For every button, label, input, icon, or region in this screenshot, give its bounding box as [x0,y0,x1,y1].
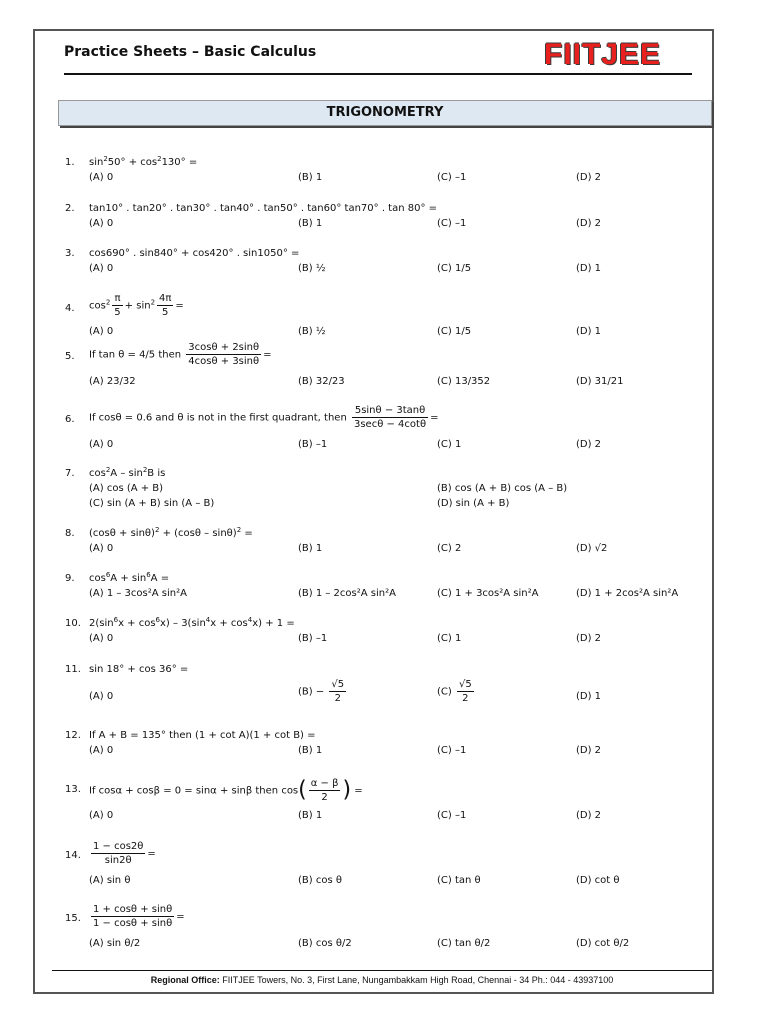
question-15: 15. $\frac{1 + \cos\theta + \sin\theta}{1 - \cos\theta + \sin\theta}$ = (A) sin θ/2 (B) cos θ/2 (C) tan θ/2 (D) cot θ/2 [65,904,630,949]
question-stem: sin 18° + cos 36° = [89,664,189,675]
question-stem: $\sin^250^\circ + \cos^2130^\circ$ = [89,155,198,168]
question-13: 13. If cosα + cosβ = 0 = sinα + sinβ then cos( $\frac{\alpha - \beta}{2}$ ) = (A) 0 (B) 1 (C) –1 (D) 2 [65,777,602,821]
question-stem: If tan θ = 4/5 then $\frac{3\cos\theta + 2\sin\theta}{4\cos\theta + 3\sin\theta}$ = [89,342,272,367]
header-rule [64,73,692,75]
fiitjee-logo: FIITJEE [544,38,662,71]
question-stem: If cosα + cosβ = 0 = sinα + sinβ then cos( $\frac{\alpha - \beta}{2}$ ) = [89,777,363,803]
question-stem: $\frac{1 + \cos\theta + \sin\theta}{1 - \cos\theta + \sin\theta}$ = [93,904,185,929]
question-8: 8. $(\cos\theta + \sin\theta)^2 + (\cos\theta - \sin\theta)^2$ = (A) 0 (B) 1 (C) 2 (D) √2 [65,526,608,554]
question-10: 10. $2(\sin^6x + \cos^6x) - 3(\sin^4x + \cos^4x) + 1$ = (A) 0 (B) –1 (C) 1 (D) 2 [65,616,602,644]
question-stem: $2(\sin^6x + \cos^6x) - 3(\sin^4x + \cos^4x) + 1$ = [89,616,295,629]
sheet-title: Practice Sheets – Basic Calculus [64,44,317,60]
question-1: 1. $\sin^250^\circ + \cos^2130^\circ$ = (A) 0 (B) 1 (C) –1 (D) 2 [65,155,602,183]
footer-rule [52,970,712,971]
question-stem: tan10° . tan20° . tan30° . tan40° . tan50° . tan60° tan70° . tan 80° = [89,203,438,214]
question-4: 4. $\cos^2$ $\frac{\pi}{5}$ + $\sin^2$ $\frac{4\pi}{5}$ = (A) 0 (B) ½ (C) 1/5 (D) 1 [65,293,602,337]
question-14: 14. $\frac{1 - \cos 2\theta}{\sin 2\theta}$ = (A) sin θ (B) cos θ (C) tan θ (D) cot θ [65,841,620,886]
section-banner: TRIGONOMETRY [58,100,712,126]
question-stem: $\frac{1 - \cos 2\theta}{\sin 2\theta}$ = [93,841,156,866]
question-3: 3. cos690° . sin840° + cos420° . sin1050° = (A) 0 (B) ½ (C) 1/5 (D) 1 [65,248,602,274]
question-5: 5. If tan θ = 4/5 then $\frac{3\cos\theta + 2\sin\theta}{4\cos\theta + 3\sin\theta}$ = (A) 23/32 (B) 32/23 (C) 13/352 (D) 31/21 [65,342,624,387]
question-stem: $(\cos\theta + \sin\theta)^2 + (\cos\theta - \sin\theta)^2$ = [89,526,253,539]
question-6: 6. If cosθ = 0.6 and θ is not in the first quadrant, then $\frac{5\sin\theta - 3\tan\theta}{3\sec\theta - 4\cot\theta}$ = (A) 0 (B) –1 (C) 1 (D) 2 [65,405,602,450]
question-12: 12. If A + B = 135° then (1 + cot A)(1 + cot B) = (A) 0 (B) 1 (C) –1 (D) 2 [65,730,602,756]
question-stem: If cosθ = 0.6 and θ is not in the first quadrant, then $\frac{5\sin\theta - 3\tan\theta}{3\sec\theta - 4\cot\theta}$ = [89,405,439,430]
question-stem: $\cos^6A + \sin^6A$ = [89,571,170,584]
question-stem: $\cos^2$ $\frac{\pi}{5}$ + $\sin^2$ $\frac{4\pi}{5}$ = [89,293,184,318]
question-9: 9. $\cos^6A + \sin^6A$ = (A) 1 – 3cos²A sin²A (B) 1 – 2cos²A sin²A (C) 1 + 3cos²A sin²A (D) 1 + 2cos²A sin²A [65,571,679,599]
question-11: 11. sin 18° + cos 36° = (A) 0 (B) − $\frac{√5}{2}$ (C) $\frac{√5}{2}$ (D) 1 [65,664,602,704]
question-2: 2. tan10° . tan20° . tan30° . tan40° . tan50° . tan60° tan70° . tan 80° = (A) 0 (B) 1 (C) –1 (D) 2 [65,203,602,229]
question-stem: If A + B = 135° then (1 + cot A)(1 + cot B) = [89,730,316,741]
footer: Regional Office: FIITJEE Towers, No. 3, First Lane, Nungambakkam High Road, Chennai - 34 Ph.: 044 - 43937100 [150,975,614,985]
question-7: 7. $\cos^2A - \sin^2B$ is (A) cos (A + B) (B) cos (A + B) cos (A – B) (C) sin (A + B) sin (A – B) (D) sin (A + B) [65,466,568,509]
question-stem: cos690° . sin840° + cos420° . sin1050° = [89,248,300,259]
question-stem: $\cos^2A - \sin^2B$ is [89,466,166,479]
